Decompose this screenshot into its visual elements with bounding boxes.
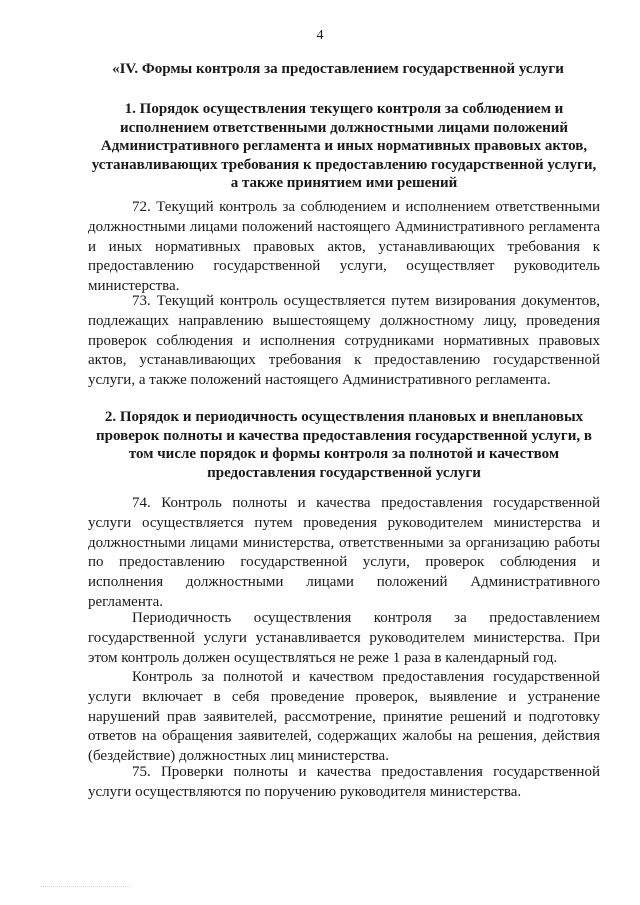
paragraph-74: 74. Контроль полноты и качества предоставления государственной услуги осуществляется путем проведения руководителем министерства и должностными лицами министерства, ответственными за организацию работы по предоставлению государственной услуги, проверок соблюдения и исполнения должностными лицами положений Административного регламента. bbox=[88, 495, 600, 610]
paragraph-72: 72. Текущий контроль за соблюдением и исполнением ответственными должностными лицами положений настоящего Административного регламента и иных нормативных правовых актов, устанавливающих требования к предоставлению государственной услуги, осуществляет руководитель министерства. bbox=[88, 199, 600, 295]
page-number: 4 bbox=[316, 28, 324, 43]
section-title: «IV. Формы контроля за предоставлением государственной услуги bbox=[112, 61, 564, 77]
paragraph-74-periodicity: Периодичность осуществления контроля за предоставлением государственной услуги устанавливается руководителем министерства. При этом контроль должен осуществляться не реже 1 раза в календарный год. bbox=[88, 610, 600, 666]
paragraph-75: 75. Проверки полноты и качества предоставления государственной услуги осуществляются по поручению руководителя министерства. bbox=[88, 764, 600, 800]
subsection-1-title: 1. Порядок осуществления текущего контроля за соблюдением и исполнением ответственными должностными лицами положений Административного регламента и иных нормативных правовых актов, устанавливающих требования к предоставлению государственной услуги, а также принятием ими решений bbox=[91, 101, 597, 192]
subsection-2-title: 2. Порядок и периодичность осуществления плановых и внеплановых проверок полноты и качества предоставления государственной услуги, в том числе порядок и формы контроля за полнотой и качеством предоставления государственной услуги bbox=[95, 409, 592, 481]
paragraph-73: 73. Текущий контроль осуществляется путем визирования документов, подлежащих направлению вышестоящему должностному лицу, проведения проверок соблюдения и исполнения сотрудниками нормативных правовых актов, устанавливающих требования к предоставлению государственной услуги, а также положений настоящего Административного регламента. bbox=[88, 293, 600, 389]
footer-scan-mark bbox=[40, 886, 130, 891]
paragraph-74-control-scope: Контроль за полнотой и качеством предоставления государственной услуги включает в себя проведение проверок, выявление и устранение нарушений прав заявителей, рассмотрение, принятие решений и подготовку ответов на обращения заявителей, содержащих жалобы на решения, действия (бездействие) должностных лиц министерства. bbox=[88, 669, 600, 765]
